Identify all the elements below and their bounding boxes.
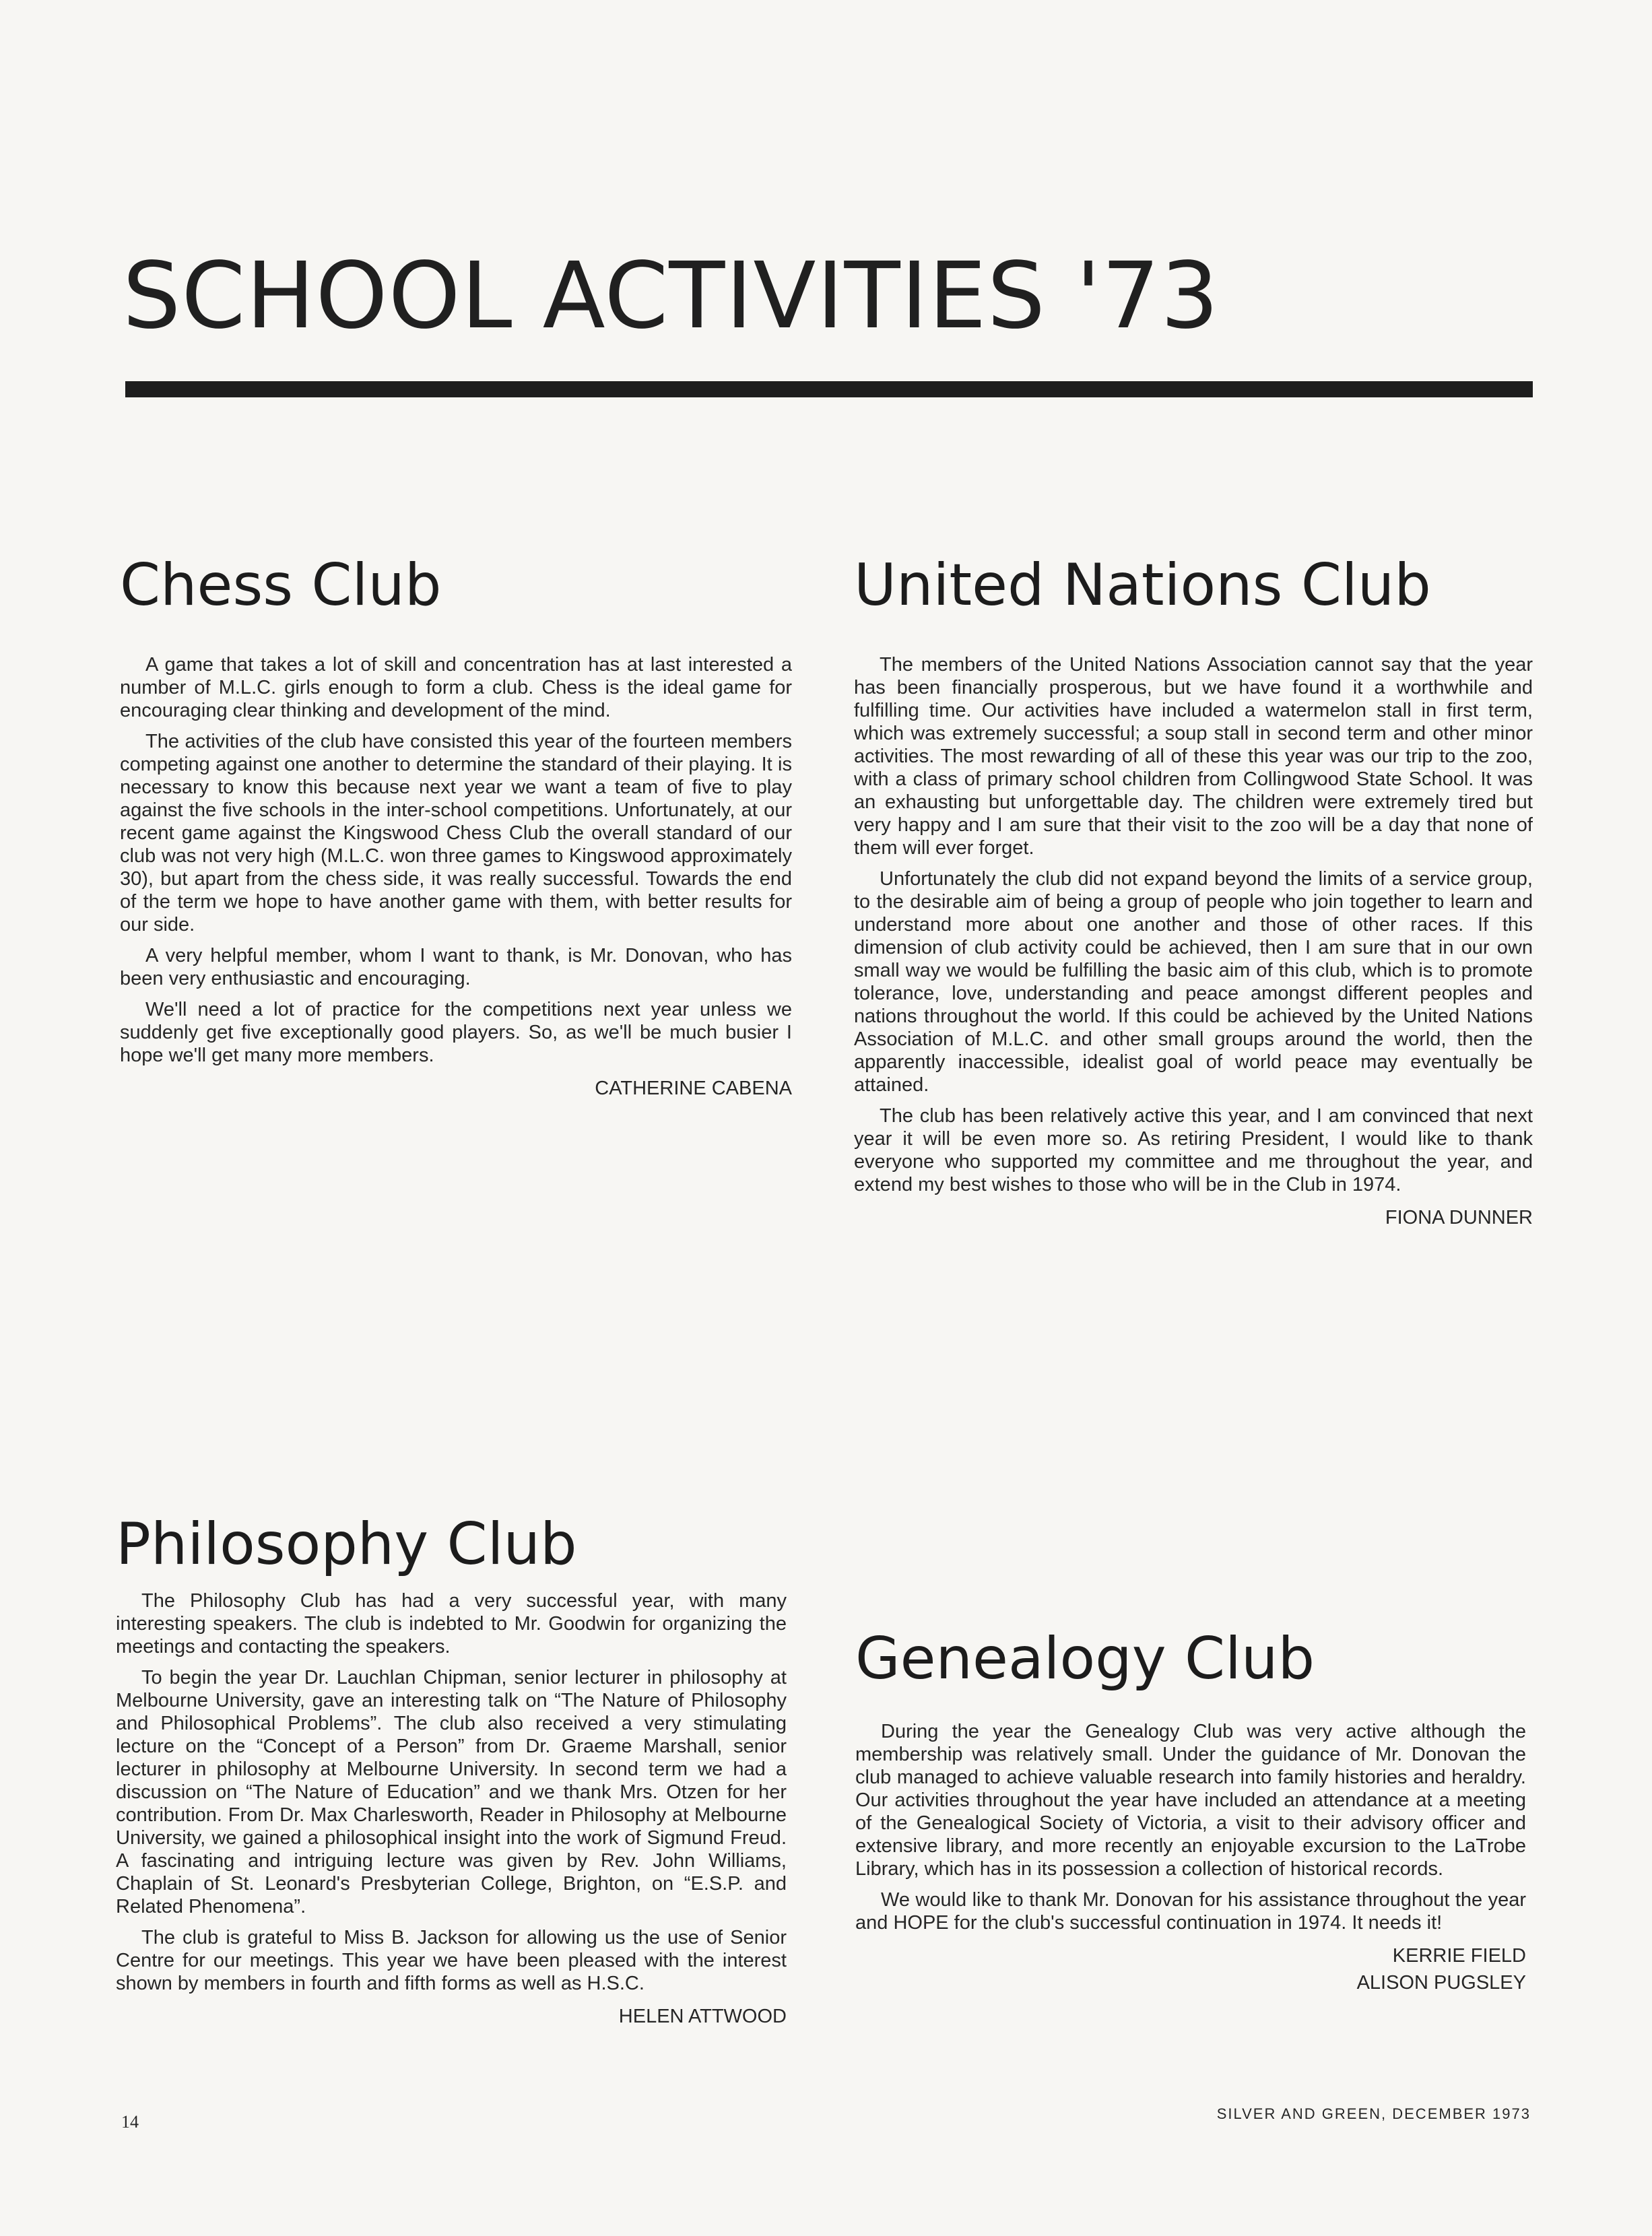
paragraph: A game that takes a lot of skill and concentration has at last interested a number of M.L.C. girls enough to form a club. Chess is the ideal game for encouraging clear thinking and development of the mind. [120, 654, 792, 721]
title-rule [125, 381, 1533, 397]
united-nations-club-body [854, 653, 1533, 1196]
philosophy-club-heading: Philosophy Club [116, 1511, 577, 1578]
paragraph: We would like to thank Mr. Donovan for his assistance throughout the year and HOPE for the club's successful continuation in 1974. It needs it! [855, 1889, 1526, 1934]
paragraph: The club is grateful to Miss B. Jackson for allowing us the use of Senior Centre for our meetings. This year we have been pleased with the interest shown by members in fourth and fifth forms as well as H.S.C. [116, 1927, 787, 1994]
philosophy-club-body [116, 1589, 787, 1995]
author-signature: CATHERINE CABENA [595, 1078, 792, 1099]
author-signature: HELEN ATTWOOD [618, 2006, 787, 2027]
paragraph: During the year the Genealogy Club was very active although the membership was relatively small. Under the guidance of Mr. Donovan the club managed to achieve valuable research into family histories and heraldry. Our activities throughout the year have included an attendance at a meeting of the Genealogical Society of Victoria, a visit to their advisory officer and extensive library, and more recently an enjoyable excursion to the LaTrobe Library, which has in its possession a collection of historical records. [855, 1721, 1526, 1880]
genealogy-club-heading: Genealogy Club [855, 1625, 1315, 1692]
genealogy-club-body [855, 1720, 1526, 1934]
paragraph: The members of the United Nations Association cannot say that the year has been financially prosperous, but we have found it a worthwhile and fulfilling time. Our activities have included a watermelon stall in first term, which was extremely successful; a soup stall in second term and other minor activities. The most rewarding of all of these this year was our trip to the zoo, with a class of primary school children from Collingwood State School. It was an exhausting but unforgettable day. The children were extremely tired but very happy and I am sure that their visit to the zoo will be a day that none of them will ever forget. [854, 654, 1533, 859]
author-signature: FIONA DUNNER [1385, 1207, 1533, 1228]
genealogy-club-section [855, 1625, 1526, 1996]
paragraph: Unfortunately the club did not expand beyond the limits of a service group, to the desirable aim of being a group of people who join together to learn and understand more about one another and those of other races. If this dimension of club activity could be achieved, then I am sure that in our own small way we would be fulfilling the basic aim of this club, which is to promote tolerance, love, understanding and peace amongst different peoples and nations throughout the world. If this could be achieved by the United Nations Association of M.L.C. and other small groups around the world, then the apparently inaccessible, idealist goal of world peace may eventually be attained. [854, 868, 1533, 1096]
united-nations-club-heading: United Nations Club [854, 552, 1431, 619]
paragraph: The activities of the club have consisted this year of the fourteen members competing against one another to determine the standard of their playing. It is necessary to know this because next year we want a team of five to play against the five schools in the inter-school competitions. Unfortunately, at our recent game against the Kingswood Chess Club the overall standard of our club was not very high (M.L.C. won three games to Kingswood approximately 30), but apart from the chess side, it was really successful. Towards the end of the term we hope to have another game with them, with better results for our side. [120, 731, 792, 935]
chess-club-section [120, 552, 792, 1102]
publication-footer: SILVER AND GREEN, DECEMBER 1973 [1216, 2105, 1531, 2122]
paragraph: The club has been relatively active this year, and I am convinced that next year it will be even more so. As retiring President, I would like to thank everyone who supported my committee and me throughout the year, and extend my best wishes to those who will be in the Club in 1974. [854, 1105, 1533, 1195]
author-signature: ALISON PUGSLEY [1356, 1972, 1526, 1994]
philosophy-club-section [116, 1511, 787, 2030]
paragraph: We'll need a lot of practice for the competitions next year unless we suddenly get five exceptionally good players. So, as we'll be much busier I hope we'll get many more members. [120, 999, 792, 1066]
page-title: SCHOOL ACTIVITIES '73 [123, 243, 1220, 350]
author-signature: KERRIE FIELD [1392, 1945, 1526, 1967]
chess-club-body [120, 653, 792, 1067]
page-number: 14 [121, 2112, 139, 2132]
united-nations-club-section [854, 552, 1533, 1231]
paragraph: To begin the year Dr. Lauchlan Chipman, senior lecturer in philosophy at Melbourne University, gave an interesting talk on “The Nature of Philosophy and Philosophical Problems”. The club also received a very stimulating lecture on the “Concept of a Person” from Dr. Graeme Marshall, senior lecturer in philosophy at Melbourne University. In second term we had a discussion on “The Nature of Education” and we thank Mrs. Otzen for her contribution. From Dr. Max Charlesworth, Reader in Philosophy at Melbourne University, we gained a philosophical insight into the work of Sigmund Freud. A fascinating and intriguing lecture was given by Rev. John Williams, Chaplain of St. Leonard's Presbyterian College, Brighton, on “E.S.P. and Related Phenomena”. [116, 1667, 787, 1917]
paragraph: The Philosophy Club has had a very successful year, with many interesting speakers. The club is indebted to Mr. Goodwin for organizing the meetings and contacting the speakers. [116, 1590, 787, 1657]
paragraph: A very helpful member, whom I want to thank, is Mr. Donovan, who has been very enthusiastic and encouraging. [120, 945, 792, 989]
chess-club-heading: Chess Club [120, 552, 442, 619]
